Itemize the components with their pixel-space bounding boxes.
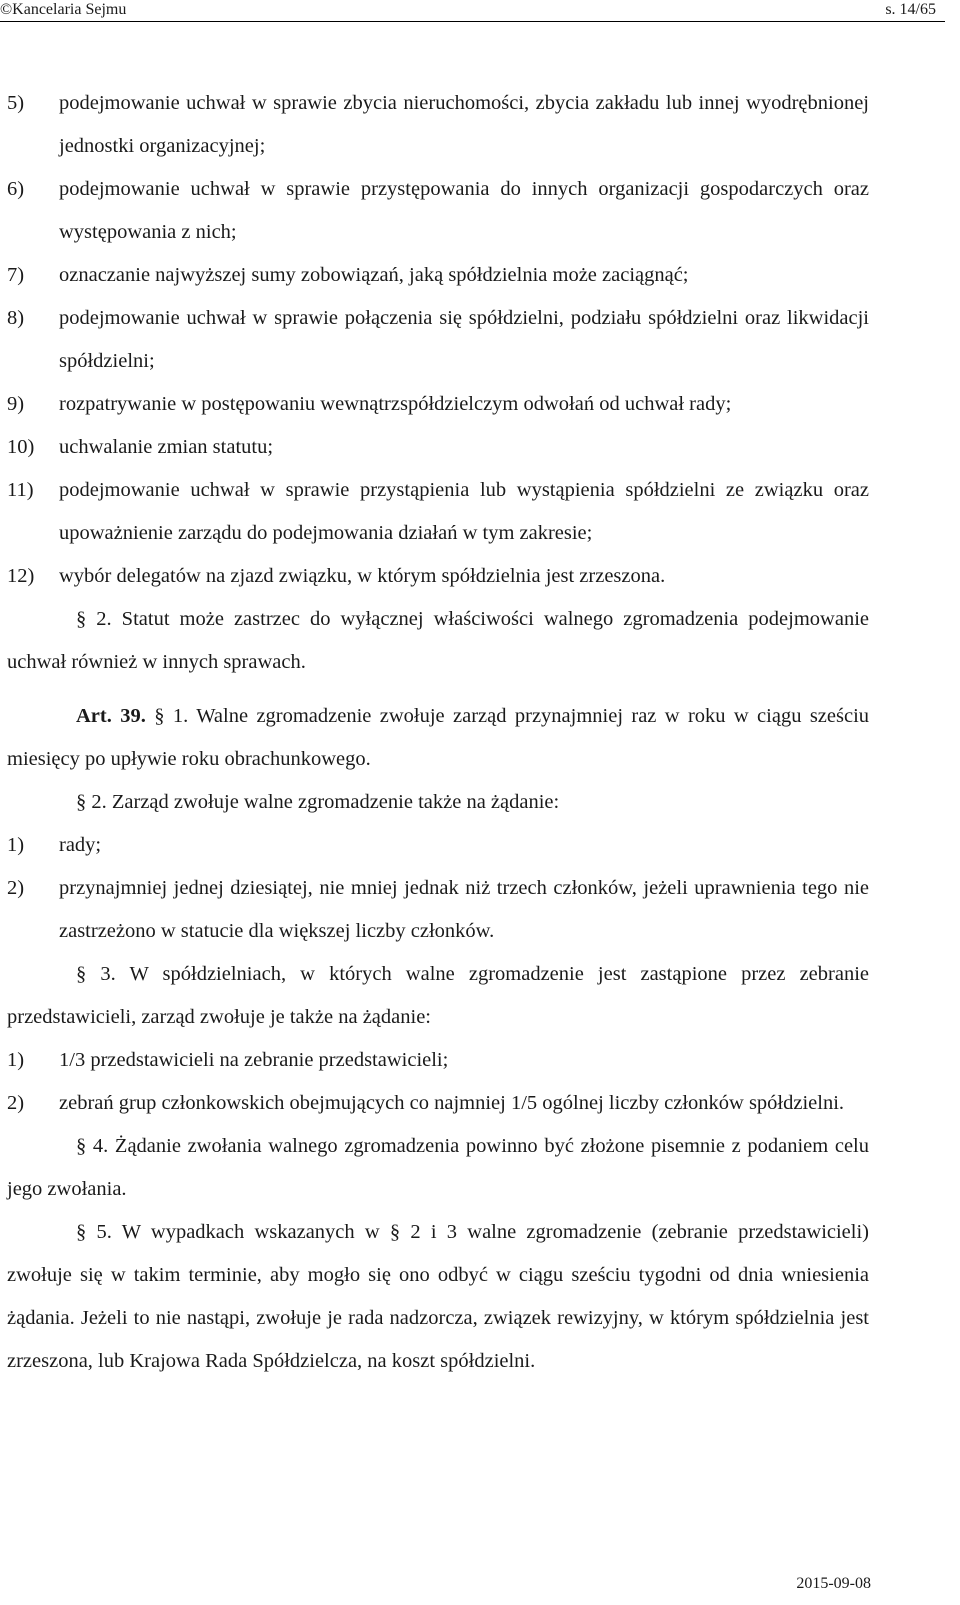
document-body	[7, 82, 869, 1383]
list-item-text: rady;	[59, 834, 102, 856]
paragraph-text: § 1. Walne zgromadzenie zwołuje zarząd przynajmniej raz w roku w ciągu sześciu miesięcy po upływie roku obrachunkowego.	[7, 705, 870, 770]
list-item-text: 1/3 przedstawicieli na zebranie przedstawicieli;	[59, 1049, 449, 1071]
list-item-text: podejmowanie uchwał w sprawie przystępowania do innych organizacji gospodarczych oraz występowania z nich;	[59, 178, 869, 243]
list-item-text: podejmowanie uchwał w sprawie połączenia się spółdzielni, podziału spółdzielni oraz likwidacji spółdzielni;	[59, 307, 869, 372]
list-item-text: podejmowanie uchwał w sprawie zbycia nieruchomości, zbycia zakładu lub innej wyodrębnionej jednostki organizacyjnej;	[59, 92, 869, 157]
list-item-text: rozpatrywanie w postępowaniu wewnątrzspółdzielczym odwołań od uchwał rady;	[59, 393, 732, 415]
list-item-text: wybór delegatów na zjazd związku, w którym spółdzielnia jest zrzeszona.	[59, 565, 666, 587]
list-item	[7, 254, 869, 297]
list-item-number: 8)	[7, 307, 25, 329]
list-item	[7, 426, 869, 469]
page-header	[0, 0, 960, 22]
list-item	[7, 867, 869, 953]
article-39-paragraph-2: § 2. Zarząd zwołuje walne zgromadzenie także na żądanie:	[76, 791, 560, 813]
list-item-number: 2)	[7, 1092, 25, 1114]
list-item	[7, 824, 869, 867]
article-39-paragraph-5: § 5. W wypadkach wskazanych w § 2 i 3 walne zgromadzenie (zebranie przedstawicieli) zwołuje się w takim terminie, aby mogło się ono odbyć w ciągu sześciu tygodni od dnia wniesienia żądania. Jeżeli to nie nastąpi, zwołuje je rada nadzorcza, związek rewizyjny, w którym spółdzielnia jest zrzeszona, lub Krajowa Rada Spółdzielcza, na koszt spółdzielni.	[7, 1221, 869, 1372]
list-item	[7, 383, 869, 426]
list-item-number: 2)	[7, 877, 25, 899]
list-item-number: 5)	[7, 92, 25, 114]
list-item	[7, 1039, 869, 1082]
list-item	[7, 168, 869, 254]
article-39-paragraph-1	[7, 695, 869, 781]
list-item-text: podejmowanie uchwał w sprawie przystąpienia lub wystąpienia spółdzielni ze związku oraz upoważnienie zarządu do podejmowania działań w tym zakresie;	[59, 479, 869, 544]
footer-date: 2015-09-08	[796, 1575, 871, 1592]
list-item	[7, 82, 869, 168]
list-item-number: 1)	[7, 834, 25, 856]
paragraph-section-2: § 2. Statut może zastrzec do wyłącznej właściwości walnego zgromadzenia podejmowanie uchwał również w innych sprawach.	[7, 608, 869, 673]
list-item-text: uchwalanie zmian statutu;	[59, 436, 274, 458]
header-copyright: ©Kancelaria Sejmu	[0, 1, 127, 18]
list-item-number: 11)	[7, 479, 34, 501]
header-rule	[0, 21, 945, 22]
list-item-number: 6)	[7, 178, 25, 200]
list-item	[7, 555, 869, 598]
list-item-text: oznaczanie najwyższej sumy zobowiązań, jaką spółdzielnia może zaciągnąć;	[59, 264, 689, 286]
list-item	[7, 1082, 869, 1125]
list-item-text: przynajmniej jednej dziesiątej, nie mniej jednak niż trzech członków, jeżeli uprawnienia tego nie zastrzeżono w statucie dla większej liczby członków.	[59, 877, 869, 942]
list-item-number: 9)	[7, 393, 25, 415]
article-label: Art. 39.	[76, 705, 146, 727]
article-39-paragraph-4: § 4. Żądanie zwołania walnego zgromadzenia powinno być złożone pisemnie z podaniem celu jego zwołania.	[7, 1135, 869, 1200]
list-item	[7, 297, 869, 383]
list-item-number: 7)	[7, 264, 25, 286]
list-item-number: 1)	[7, 1049, 25, 1071]
article-39-paragraph-3: § 3. W spółdzielniach, w których walne zgromadzenie jest zastąpione przez zebranie przedstawicieli, zarząd zwołuje je także na żądanie:	[7, 963, 869, 1028]
list-item	[7, 469, 869, 555]
list-item-text: zebrań grup członkowskich obejmujących co najmniej 1/5 ogólnej liczby członków spółdzielni.	[59, 1092, 845, 1114]
list-item-number: 12)	[7, 565, 35, 587]
header-page-number: s. 14/65	[885, 1, 936, 18]
list-item-number: 10)	[7, 436, 35, 458]
